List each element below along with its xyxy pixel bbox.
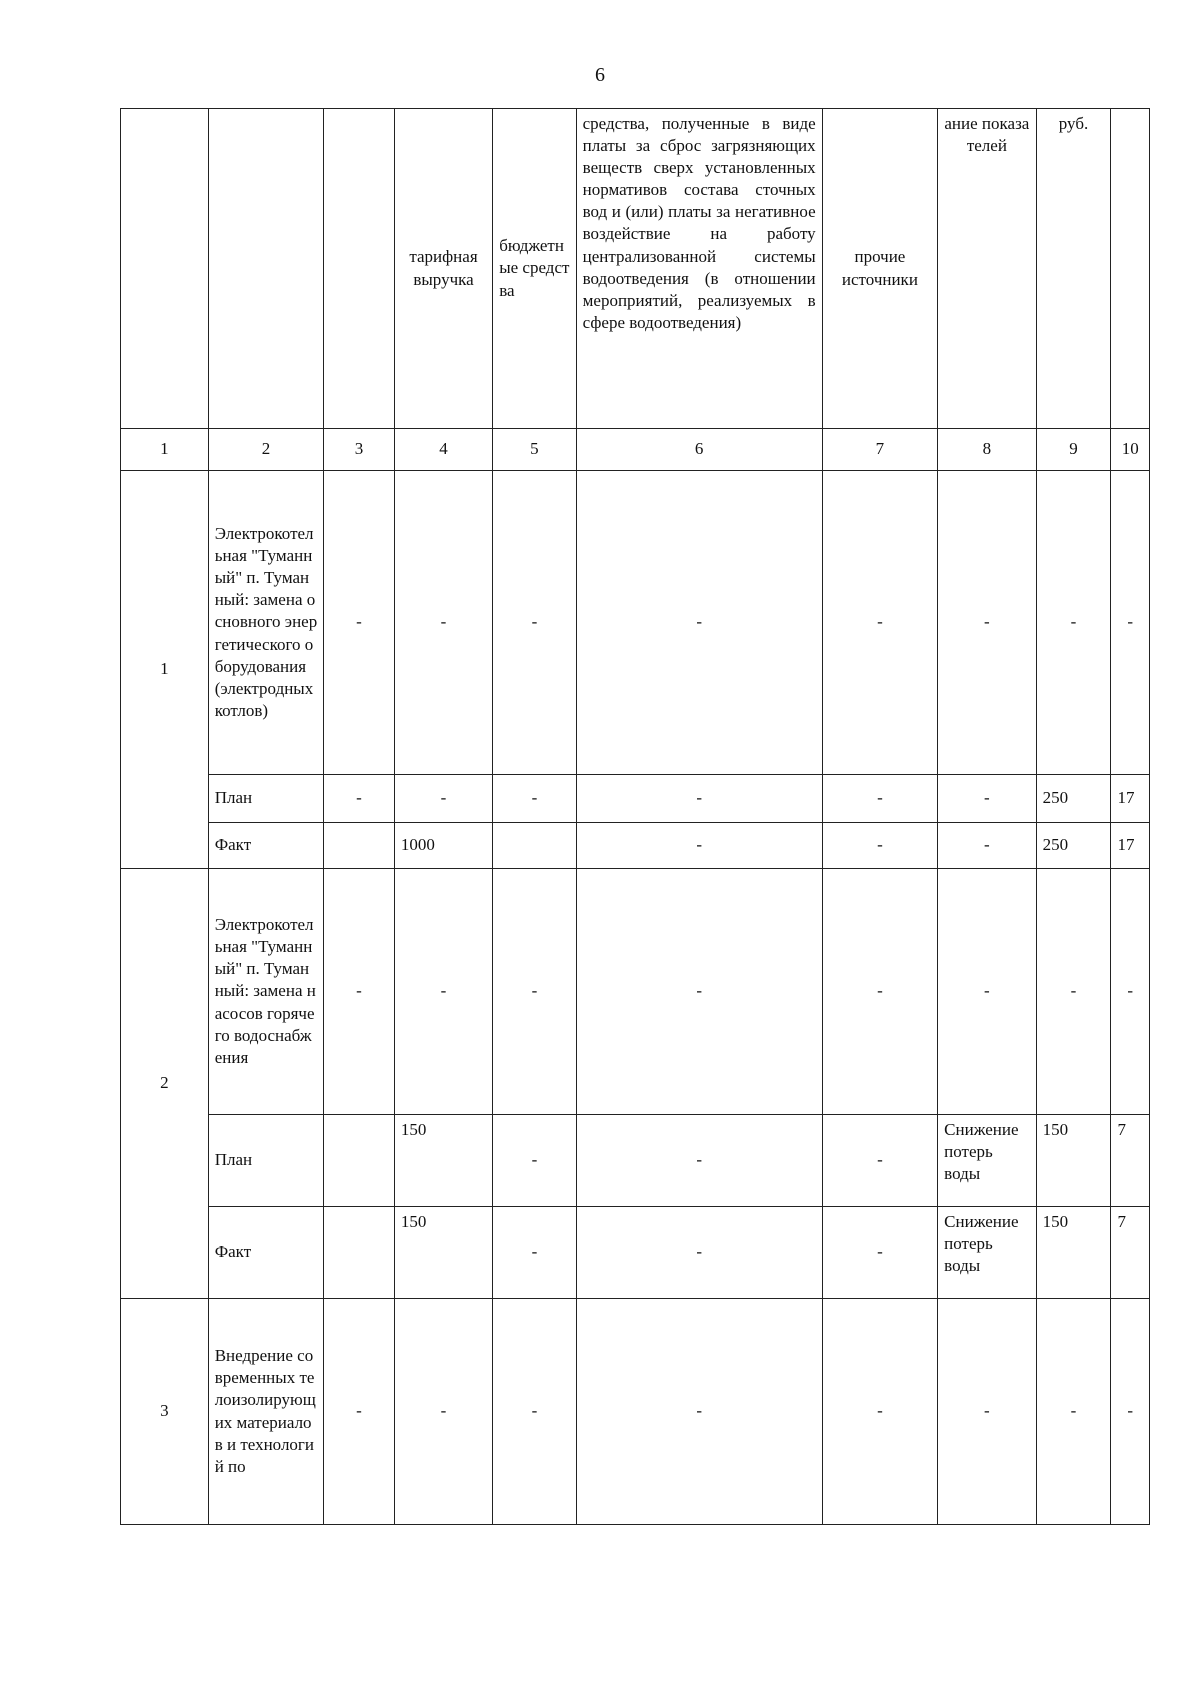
- cell: -: [1036, 869, 1111, 1115]
- cell: 17: [1111, 823, 1150, 869]
- column-number: 7: [822, 429, 938, 471]
- cell: -: [493, 1207, 576, 1299]
- cell: -: [1036, 1299, 1111, 1525]
- cell: -: [576, 471, 822, 775]
- table-row: [121, 1299, 1150, 1525]
- header-row: [121, 109, 1150, 429]
- cell: -: [493, 869, 576, 1115]
- cell: [493, 823, 576, 869]
- cell: -: [822, 823, 938, 869]
- header-pollutant-fees: средства, полученные в виде платы за сброс загрязняющих веществ сверх установленных нормативов состава сточных вод и (или) платы за негативное воздействие на работу централизованной системы водоотведения (в отношении мероприятий, реализуемых в сфере водоотведения): [576, 109, 822, 429]
- cell: -: [576, 1115, 822, 1207]
- cell: 150: [394, 1207, 492, 1299]
- cell: [324, 1115, 395, 1207]
- cell: -: [1036, 471, 1111, 775]
- header-other-sources: прочие источники: [822, 109, 938, 429]
- cell: -: [576, 775, 822, 823]
- header-cell-10: [1111, 109, 1150, 429]
- cell: -: [938, 471, 1036, 775]
- header-cell-3: [324, 109, 395, 429]
- row-name: Электрокотельная "Туманный" п. Туманный: замена основного энергетического оборудования (электродных котлов): [208, 471, 324, 775]
- cell: -: [493, 1115, 576, 1207]
- plan-row: [121, 1115, 1150, 1207]
- header-cell-1: [121, 109, 209, 429]
- column-number: 10: [1111, 429, 1150, 471]
- cell: 7: [1111, 1207, 1150, 1299]
- cell: -: [822, 471, 938, 775]
- column-number: 1: [121, 429, 209, 471]
- cell: -: [576, 1207, 822, 1299]
- column-number-row: [121, 429, 1150, 471]
- row-number: 1: [121, 471, 209, 869]
- cell: -: [324, 1299, 395, 1525]
- cell: -: [576, 823, 822, 869]
- cell: -: [394, 1299, 492, 1525]
- row-number: 2: [121, 869, 209, 1299]
- plan-row: [121, 775, 1150, 823]
- cell: 250: [1036, 775, 1111, 823]
- fact-row: [121, 823, 1150, 869]
- cell: 150: [1036, 1115, 1111, 1207]
- column-number: 5: [493, 429, 576, 471]
- cell: -: [822, 1207, 938, 1299]
- cell: -: [938, 823, 1036, 869]
- row-name: Внедрение современных телоизолирующих материалов и технологий по: [208, 1299, 324, 1525]
- row-number: 3: [121, 1299, 209, 1525]
- cell: 1000: [394, 823, 492, 869]
- cell: 250: [1036, 823, 1111, 869]
- cell: -: [822, 1115, 938, 1207]
- column-number: 8: [938, 429, 1036, 471]
- column-number: 9: [1036, 429, 1111, 471]
- cell: -: [576, 1299, 822, 1525]
- investment-table: [120, 108, 1150, 1525]
- cell: -: [576, 869, 822, 1115]
- plan-label: План: [208, 775, 324, 823]
- cell: 150: [1036, 1207, 1111, 1299]
- cell: 7: [1111, 1115, 1150, 1207]
- cell: -: [493, 775, 576, 823]
- cell: -: [938, 1299, 1036, 1525]
- cell: -: [324, 869, 395, 1115]
- plan-label: План: [208, 1115, 324, 1207]
- cell: [324, 1207, 395, 1299]
- cell: 150: [394, 1115, 492, 1207]
- column-number: 3: [324, 429, 395, 471]
- fact-row: [121, 1207, 1150, 1299]
- header-indicator: ание показателей: [938, 109, 1036, 429]
- cell: -: [394, 869, 492, 1115]
- column-number: 2: [208, 429, 324, 471]
- table-row: [121, 869, 1150, 1115]
- cell: [324, 823, 395, 869]
- cell: 17: [1111, 775, 1150, 823]
- column-number: 4: [394, 429, 492, 471]
- header-rub: руб.: [1036, 109, 1111, 429]
- cell: -: [822, 775, 938, 823]
- cell: -: [324, 775, 395, 823]
- cell: -: [938, 775, 1036, 823]
- cell: -: [394, 775, 492, 823]
- fact-label: Факт: [208, 823, 324, 869]
- cell: -: [822, 1299, 938, 1525]
- cell: -: [493, 1299, 576, 1525]
- cell: -: [394, 471, 492, 775]
- cell: -: [1111, 1299, 1150, 1525]
- column-number: 6: [576, 429, 822, 471]
- fact-label: Факт: [208, 1207, 324, 1299]
- cell: -: [938, 869, 1036, 1115]
- page-number: 6: [595, 64, 605, 86]
- cell: -: [324, 471, 395, 775]
- header-cell-2: [208, 109, 324, 429]
- cell: Снижение потерь воды: [938, 1115, 1036, 1207]
- header-budget-funds: бюджетные средства: [493, 109, 576, 429]
- row-name: Электрокотельная "Туманный" п. Туманный: замена насосов горячего водоснабжения: [208, 869, 324, 1115]
- table-row: [121, 471, 1150, 775]
- header-tariff-revenue: тарифная выручка: [394, 109, 492, 429]
- cell: Снижение потерь воды: [938, 1207, 1036, 1299]
- cell: -: [1111, 869, 1150, 1115]
- cell: -: [493, 471, 576, 775]
- cell: -: [1111, 471, 1150, 775]
- cell: -: [822, 869, 938, 1115]
